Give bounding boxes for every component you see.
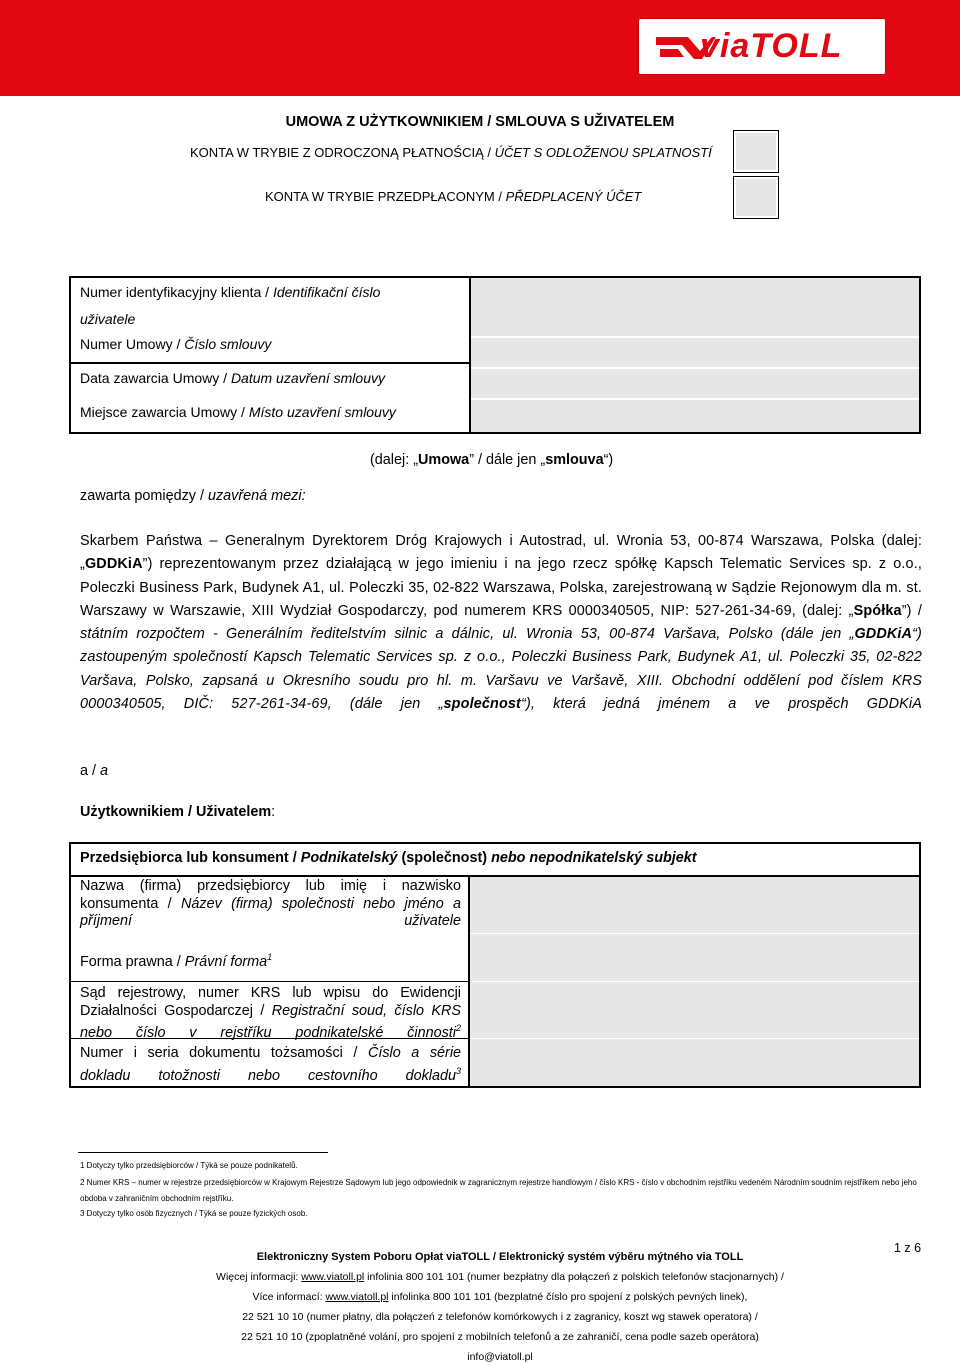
concluded-pl: zawarta pomiędzy / xyxy=(80,488,204,504)
viatoll-logo xyxy=(638,18,886,75)
document-title: UMOWA Z UŻYTKOWNIKIEM / SMLOUVA S UŽIVATELEM xyxy=(285,114,675,130)
legal-form-field[interactable] xyxy=(470,934,919,981)
footer-line-cz xyxy=(0,1291,960,1303)
company-name-label xyxy=(80,878,461,931)
party-spolka: Spółka xyxy=(853,602,902,619)
footer-more-info-pl: Więcej informacji: xyxy=(216,1271,302,1283)
party-gddkia-1: GDDKiA xyxy=(84,556,143,573)
prepaid-label-pl: KONTA W TRYBIE PRZEDPŁACONYM / xyxy=(265,189,502,204)
dalej-definition xyxy=(370,452,613,468)
contract-place-field[interactable] xyxy=(471,400,919,432)
party-text-f: státním rozpočtem - Generálním ředitelstvím silnic a dálnic, ul. Wronia 53, 00-874 Varšava, Polsko (dále jen „ xyxy=(80,626,855,643)
entrepreneur-table xyxy=(69,842,921,1088)
footer-link-pl[interactable]: www.viatoll.pl xyxy=(301,1271,365,1283)
contract-place-label xyxy=(80,402,396,422)
header-band xyxy=(0,0,960,96)
user-heading xyxy=(80,804,275,820)
prepaid-checkbox[interactable] xyxy=(733,176,779,219)
contract-date-label-cz: Datum uzavření smlouvy xyxy=(230,370,385,386)
concluded-between xyxy=(80,488,306,504)
legal-form-label xyxy=(80,947,272,972)
user-heading-cz: Uživatelem xyxy=(195,804,272,820)
page-number: 1 z 6 xyxy=(894,1241,922,1255)
contract-number-label-cz: Číslo smlouvy xyxy=(184,336,272,352)
footer-title: Elektroniczny System Poboru Opłat viaTOLL / Elektronický systém výběru mýtného via TOLL xyxy=(256,1251,744,1263)
party-text-h: “) zastoupeným společností Kapsch Telematic Services sp. z o.o., Poleczki Business Park, Budynek A1, ul. Poleczki 35, 02-822 Varšava, Polsko, zapsaná u Okresního soudu pro hl. m. Varšavu ve Varšavě, XIII. Obchodní oddělení pod číslem KRS 0000340505, DIČ: 527-261-34-69, (dále jen „ xyxy=(80,626,922,713)
registry-label-pl: Sąd rejestrowy, numer KRS lub wpisu do Ewidencji Działalności Gospodarczej / xyxy=(80,985,461,1019)
dalej-smlouva: smlouva xyxy=(545,452,604,468)
account-type-prepaid xyxy=(265,189,641,204)
dalej-pre: (dalej: „ xyxy=(370,452,418,468)
user-heading-colon: : xyxy=(271,804,276,820)
contract-number-label-pl: Numer Umowy / xyxy=(80,336,181,352)
entrepreneur-header-cz-c: nebo nepodnikatelský subjekt xyxy=(491,850,697,866)
footnote-ref-3[interactable]: 3 xyxy=(455,1065,461,1076)
id-document-label-cz: Číslo a série dokladu totožnosti nebo cestovního dokladu xyxy=(80,1045,462,1084)
contract-table-frame xyxy=(69,276,921,434)
deferred-label-cz: ÚČET S ODLOŽENOU SPLATNOSTÍ xyxy=(494,145,712,160)
registry-label xyxy=(80,985,461,1042)
footnote-ref-2[interactable]: 2 xyxy=(455,1023,461,1033)
party-spolecnost: společnost xyxy=(443,696,521,713)
logo-text: viaTOLL xyxy=(700,27,843,65)
footer-paid-line-pl: 22 521 10 10 (numer płatny, dla połączeń z telefonów komórkowych i z zagranicy, koszt wg stawek operatora) / xyxy=(242,1311,758,1323)
entrepreneur-header-cz-b: (společnost) xyxy=(401,850,488,866)
party-text-e: ”) / xyxy=(901,602,922,619)
client-id-label-cz: Identifikační číslo xyxy=(272,284,381,300)
and-separator xyxy=(80,763,108,779)
deferred-label-pl: KONTA W TRYBIE Z ODROCZONĄ PŁATNOŚCIĄ / xyxy=(190,145,491,160)
deferred-checkbox[interactable] xyxy=(733,130,779,173)
row-separator xyxy=(71,981,468,982)
company-name-label-pl: Nazwa (firma) przedsiębiorcy lub imię i nazwisko konsumenta / xyxy=(80,878,461,912)
party-text-a: Skarbem Państwa – Generalnym Dyrektorem Dróg Krajowych i Autostrad, ul. Wronia 53, 00-874 Warszawa, Polska (dalej: „ xyxy=(80,533,922,573)
and-pl: a / xyxy=(80,763,96,779)
concluded-cz: uzavřená mezi: xyxy=(207,488,306,504)
contract-number-label xyxy=(80,334,271,354)
footer-line-pl xyxy=(0,1271,960,1283)
client-id-label-cz-2: uživatele xyxy=(80,311,136,327)
legal-form-label-pl: Forma prawna / xyxy=(80,953,181,970)
footer-more-info-cz: Více informací: xyxy=(252,1291,326,1303)
footer-email[interactable]: info@viatoll.pl xyxy=(467,1351,533,1363)
legal-form-label-cz: Právní forma xyxy=(184,953,268,970)
and-cz: a xyxy=(100,763,109,779)
prepaid-label-cz: PŘEDPLACENÝ ÚČET xyxy=(505,189,642,204)
client-id-field[interactable] xyxy=(471,278,919,336)
footer-paid-line-cz: 22 521 10 10 (zpoplatněné volání, pro spojení z mobilních telefonů a ze zahraničí, cena podle sazeb operátora) xyxy=(241,1331,759,1343)
id-document-label xyxy=(80,1045,461,1085)
party-gddkia-2: GDDKiA xyxy=(854,626,913,643)
footer-hotline-pl: infolinia 800 101 101 (numer bezpłatny dla połączeń z polskich telefonów stacjonarnych) / xyxy=(364,1271,784,1283)
footnote-ref-1[interactable]: 1 xyxy=(267,952,273,962)
id-document-label-pl: Numer i seria dokumentu tożsamości / xyxy=(80,1045,358,1061)
party-text-c: ”) reprezentowanym przez działającą w jego imieniu i na jego rzecz spółkę Kapsch Telematic Services sp. z o.o., Poleczki Business Park, Budynek A1, ul. Poleczki 35, 02-822 Warszawa, Polska, zarejestrowaną w Sądzie Rejonowym dla m. st. Warszawy w Warszawie, XIII Wydział Gospodarczy, pod numerem KRS 0000340505, NIP: 527-261-34-69, (dalej: „ xyxy=(80,556,922,619)
registry-field[interactable] xyxy=(470,982,919,1038)
user-heading-pl: Użytkownikiem / xyxy=(80,804,192,820)
contract-place-label-cz: Místo uzavření smlouvy xyxy=(248,404,396,420)
entrepreneur-table-header xyxy=(80,850,697,866)
account-type-deferred xyxy=(190,145,712,160)
dalej-umowa: Umowa xyxy=(418,452,470,468)
dalej-post: “) xyxy=(603,452,614,468)
footer-link-cz[interactable]: www.viatoll.pl xyxy=(325,1291,389,1303)
footnote-3: 3 Dotyczy tylko osób fizycznych / Týká se pouze fyzických osob. xyxy=(80,1209,308,1218)
contract-date-label-pl: Data zawarcia Umowy / xyxy=(80,370,228,386)
contract-date-field[interactable] xyxy=(471,369,919,398)
client-id-label-pl: Numer identyfikacyjny klienta / xyxy=(80,284,270,300)
company-name-label-cz: Název (firma) společnosti nebo jméno a příjmení uživatele xyxy=(80,895,461,929)
entrepreneur-header-cz-a: Podnikatelský xyxy=(300,850,398,866)
contract-number-field[interactable] xyxy=(471,338,919,367)
contract-date-label xyxy=(80,368,385,388)
party-text-j: “), která jedná jménem a ve prospěch GDDKiA xyxy=(521,696,922,713)
company-name-field[interactable] xyxy=(470,877,919,933)
entrepreneur-header-pl: Przedsiębiorca lub konsument / xyxy=(80,850,297,866)
footer-hotline-cz: infolinka 800 101 101 (bezplatné číslo pro spojení z polských pevných linek), xyxy=(388,1291,748,1303)
registry-label-cz: Registrační soud, číslo KRS nebo číslo v rejstříku podnikatelské činnosti xyxy=(80,1002,461,1041)
footnote-1: 1 Dotyczy tylko przedsiębiorców / Týká se pouze podnikatelů. xyxy=(80,1161,298,1170)
row-separator xyxy=(71,362,469,364)
contract-place-label-pl: Miejsce zawarcia Umowy / xyxy=(80,404,245,420)
footnote-2: 2 Numer KRS – numer w rejestrze przedsiębiorców w Krajowym Rejestrze Sądowym lub jego odpowiednik w zagranicznym rejestrze handlowym / číslo KRS - číslo v obchodním rejstříku vedeném Národním soudním rejstříkem nebo jeho obdoba v zahraničním obchodním rejstříku. xyxy=(80,1178,917,1203)
dalej-mid: ” / dále jen „ xyxy=(469,452,546,468)
party-paragraph xyxy=(80,530,922,716)
footnote-rule xyxy=(78,1152,328,1153)
id-document-field[interactable] xyxy=(470,1039,919,1086)
client-id-label xyxy=(80,279,380,333)
